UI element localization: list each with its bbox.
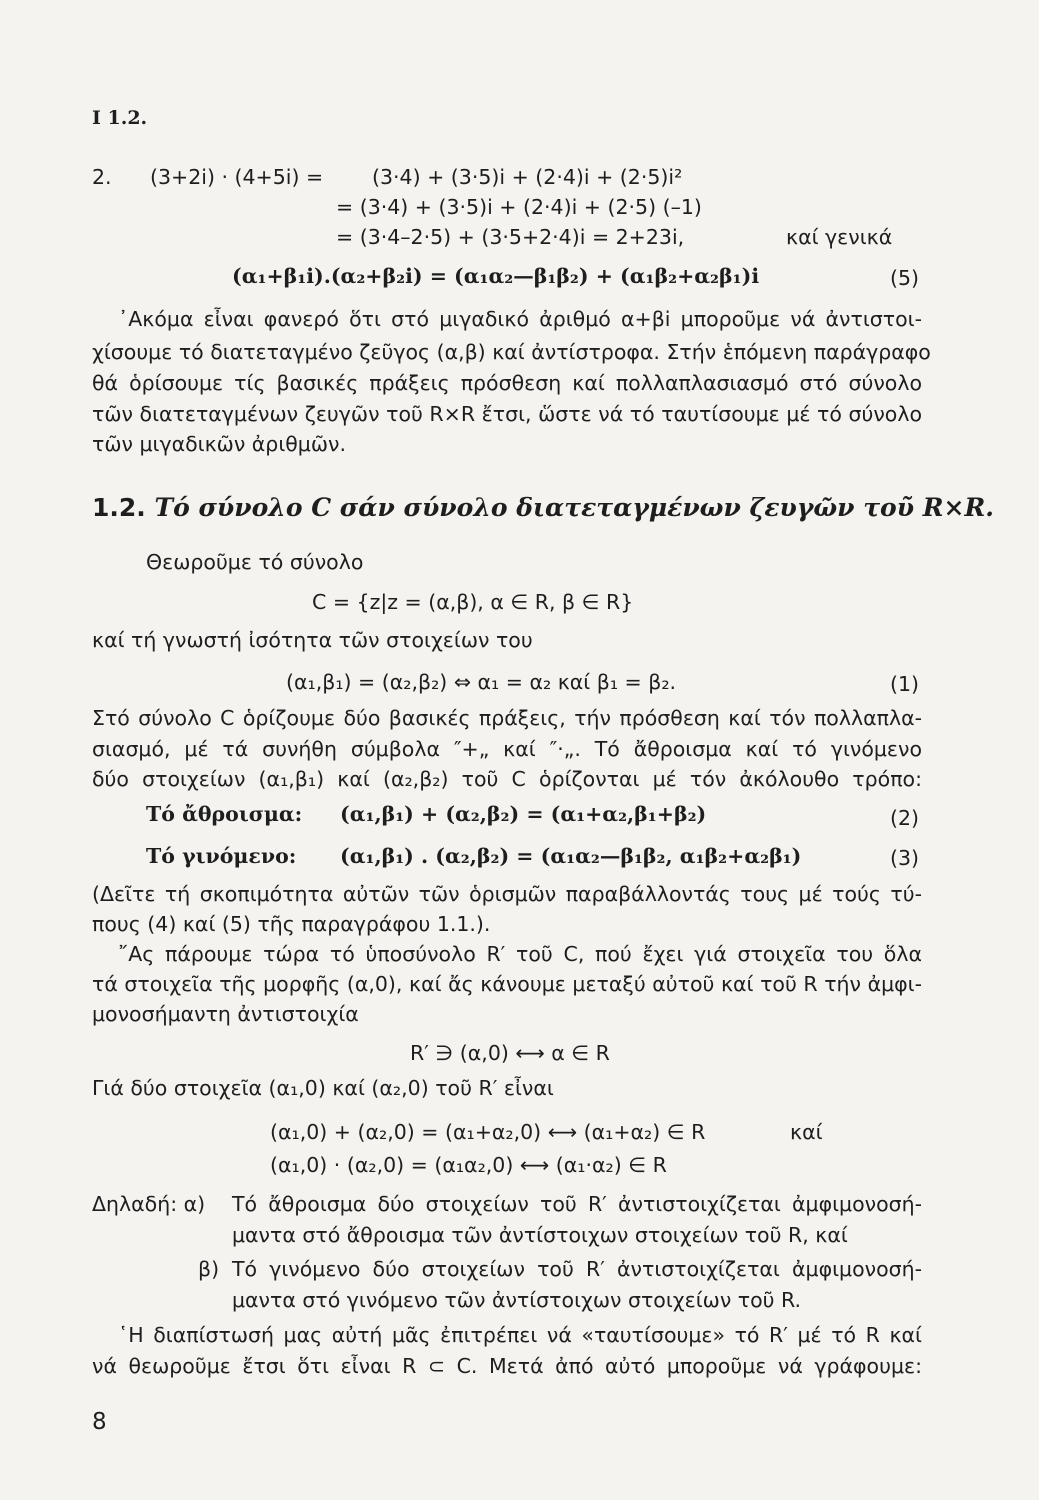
example-lhs: (3+2i) · (4+5i) = [150,165,324,189]
example-number: 2. [92,165,112,189]
paragraph-4-line: τά στοιχεῖα τῆς μορφῆς (α,0), καί ἄς κάνουμε μεταξύ αὐτοῦ καί τοῦ R τήν ἀμφι- [92,972,922,996]
set-definition: C = {z|z = (α,β), α ∈ R, β ∈ R} [312,590,634,614]
section-reference: I 1.2. [92,107,148,129]
point-b-line: Τό γινόμενο δύο στοιχείων τοῦ R′ ἀντιστοιχίζεται ἀμφιμονοσή- [232,1257,922,1281]
correspondence-formula: R′ ∋ (α,0) ⟷ α ∈ R [410,1041,610,1065]
sum-formula: (α₁,β₁) + (α₂,β₂) = (α₁+α₂,β₁+β₂) [340,802,707,826]
paragraph-2-line: δύο στοιχείων (α₁,β₁) καί (α₂,β₂) τοῦ C ὁρίζονται μέ τόν ἀκόλουθο τρόπο: [92,767,922,791]
paragraph-1-line: τῶν διατεταγμένων ζευγῶν τοῦ R×R ἔτσι, ὥστε νά τό ταυτίσουμε μέ τό σύνολο [92,402,922,426]
example-line-1: (3·4) + (3·5)i + (2·4)i + (2·5)i² [372,165,683,189]
example-line-3-tail: καί γενικά [786,225,893,249]
paragraph-1-line: ᾿Ακόμα εἶναι φανερό ὅτι στό μιγαδικό ἀριθμό α+βi μποροῦμε νά ἀντιστοι- [118,307,922,331]
product-formula: (α₁,β₁) . (α₂,β₂) = (α₁α₂—β₁β₂, α₁β₂+α₂β₁) [340,844,802,868]
paragraph-4-line: ῎Ας πάρουμε τώρα τό ὑποσύνολο R′ τοῦ C, πού ἔχει γιά στοιχεῖα του ὅλα [118,942,922,966]
sum-label: Τό ἄθροισμα: [146,802,303,826]
equality-intro: καί τή γνωστή ἰσότητα τῶν στοιχείων του [92,628,533,652]
point-a-line: Τό ἄθροισμα δύο στοιχείων τοῦ R′ ἀντιστοιχίζεται ἀμφιμονοσή- [232,1192,922,1216]
point-b-label: β) [198,1257,220,1281]
section-number: 1.2. [92,493,146,522]
example-line-2: = (3·4) + (3·5)i + (2·4)i + (2·5) (–1) [336,195,702,219]
consider-text: Θεωροῦμε τό σύνολο [146,550,364,574]
point-a-line: μαντα στό ἄθροισμα τῶν ἀντίστοιχων στοιχείων τοῦ R, καί [232,1223,848,1247]
that-is-label: Δηλαδή: α) [92,1192,206,1216]
paragraph-1-line: χίσουμε τό διατεταγμένο ζεῦγος (α,β) καί ἀντίστροφα. Στήν ἑπόμενη παράγραφο [92,340,931,364]
paragraph-3-line: πους (4) καί (5) τῆς παραγράφου 1.1.). [92,912,491,936]
example-line-3: = (3·4–2·5) + (3·5+2·4)i = 2+23i, [336,225,685,249]
formula-5: (α₁+β₁i).(α₂+β₂i) = (α₁α₂—β₁β₂) + (α₁β₂+α₂β₁)i [232,264,760,288]
product-correspondence: (α₁,0) · (α₂,0) = (α₁α₂,0) ⟷ (α₁·α₂) ∈ R [270,1153,667,1177]
two-elements-text: Γιά δύο στοιχεῖα (α₁,0) καί (α₂,0) τοῦ R′ εἶναι [92,1076,554,1100]
paragraph-4-line: μονοσήμαντη ἀντιστοιχία [92,1002,359,1026]
formula-1-number: (1) [889,672,919,696]
sum-formula-number: (2) [889,806,919,830]
section-heading [92,494,994,522]
product-formula-number: (3) [889,846,919,870]
formula-5-number: (5) [889,266,919,290]
paragraph-5-line: νά θεωροῦμε ἔτσι ὅτι εἶναι R ⊂ C. Μετά ἀπό αὐτό μποροῦμε νά γράφουμε: [92,1354,922,1378]
formula-1: (α₁,β₁) = (α₂,β₂) ⇔ α₁ = α₂ καί β₁ = β₂. [286,670,677,694]
point-b-line: μαντα στό γινόμενο τῶν ἀντίστοιχων στοιχείων τοῦ R. [232,1288,802,1312]
paragraph-2-line: σιασμό, μέ τά συνήθη σύμβολα ″+„ καί ″·„. Τό ἄθροισμα καί τό γινόμενο [92,737,922,761]
section-title: Τό σύνολο C σάν σύνολο διατεταγμένων ζευγῶν τοῦ R×R. [154,493,994,522]
sum-correspondence: (α₁,0) + (α₂,0) = (α₁+α₂,0) ⟷ (α₁+α₂) ∈ R [270,1120,706,1144]
sum-correspondence-tail: καί [790,1120,823,1144]
paragraph-3-line: (Δεῖτε τή σκοπιμότητα αὐτῶν τῶν ὁρισμῶν παραβάλλοντάς τους μέ τούς τύ- [92,882,922,906]
product-label: Τό γινόμενο: [146,844,297,868]
paragraph-1-line: θά ὁρίσουμε τίς βασικές πράξεις πρόσθεση καί πολλαπλασιασμό στό σύνολο [92,371,922,395]
paragraph-2-line: Στό σύνολο C ὁρίζουμε δύο βασικές πράξεις, τήν πρόσθεση καί τόν πολλαπλα- [92,706,922,730]
paragraph-1-line: τῶν μιγαδικῶν ἀριθμῶν. [92,432,346,456]
paragraph-5-line: ῾Η διαπίστωσή μας αὐτή μᾶς ἐπιτρέπει νά «ταυτίσουμε» τό R′ μέ τό R καί [118,1323,922,1347]
page-number: 8 [92,1409,107,1435]
